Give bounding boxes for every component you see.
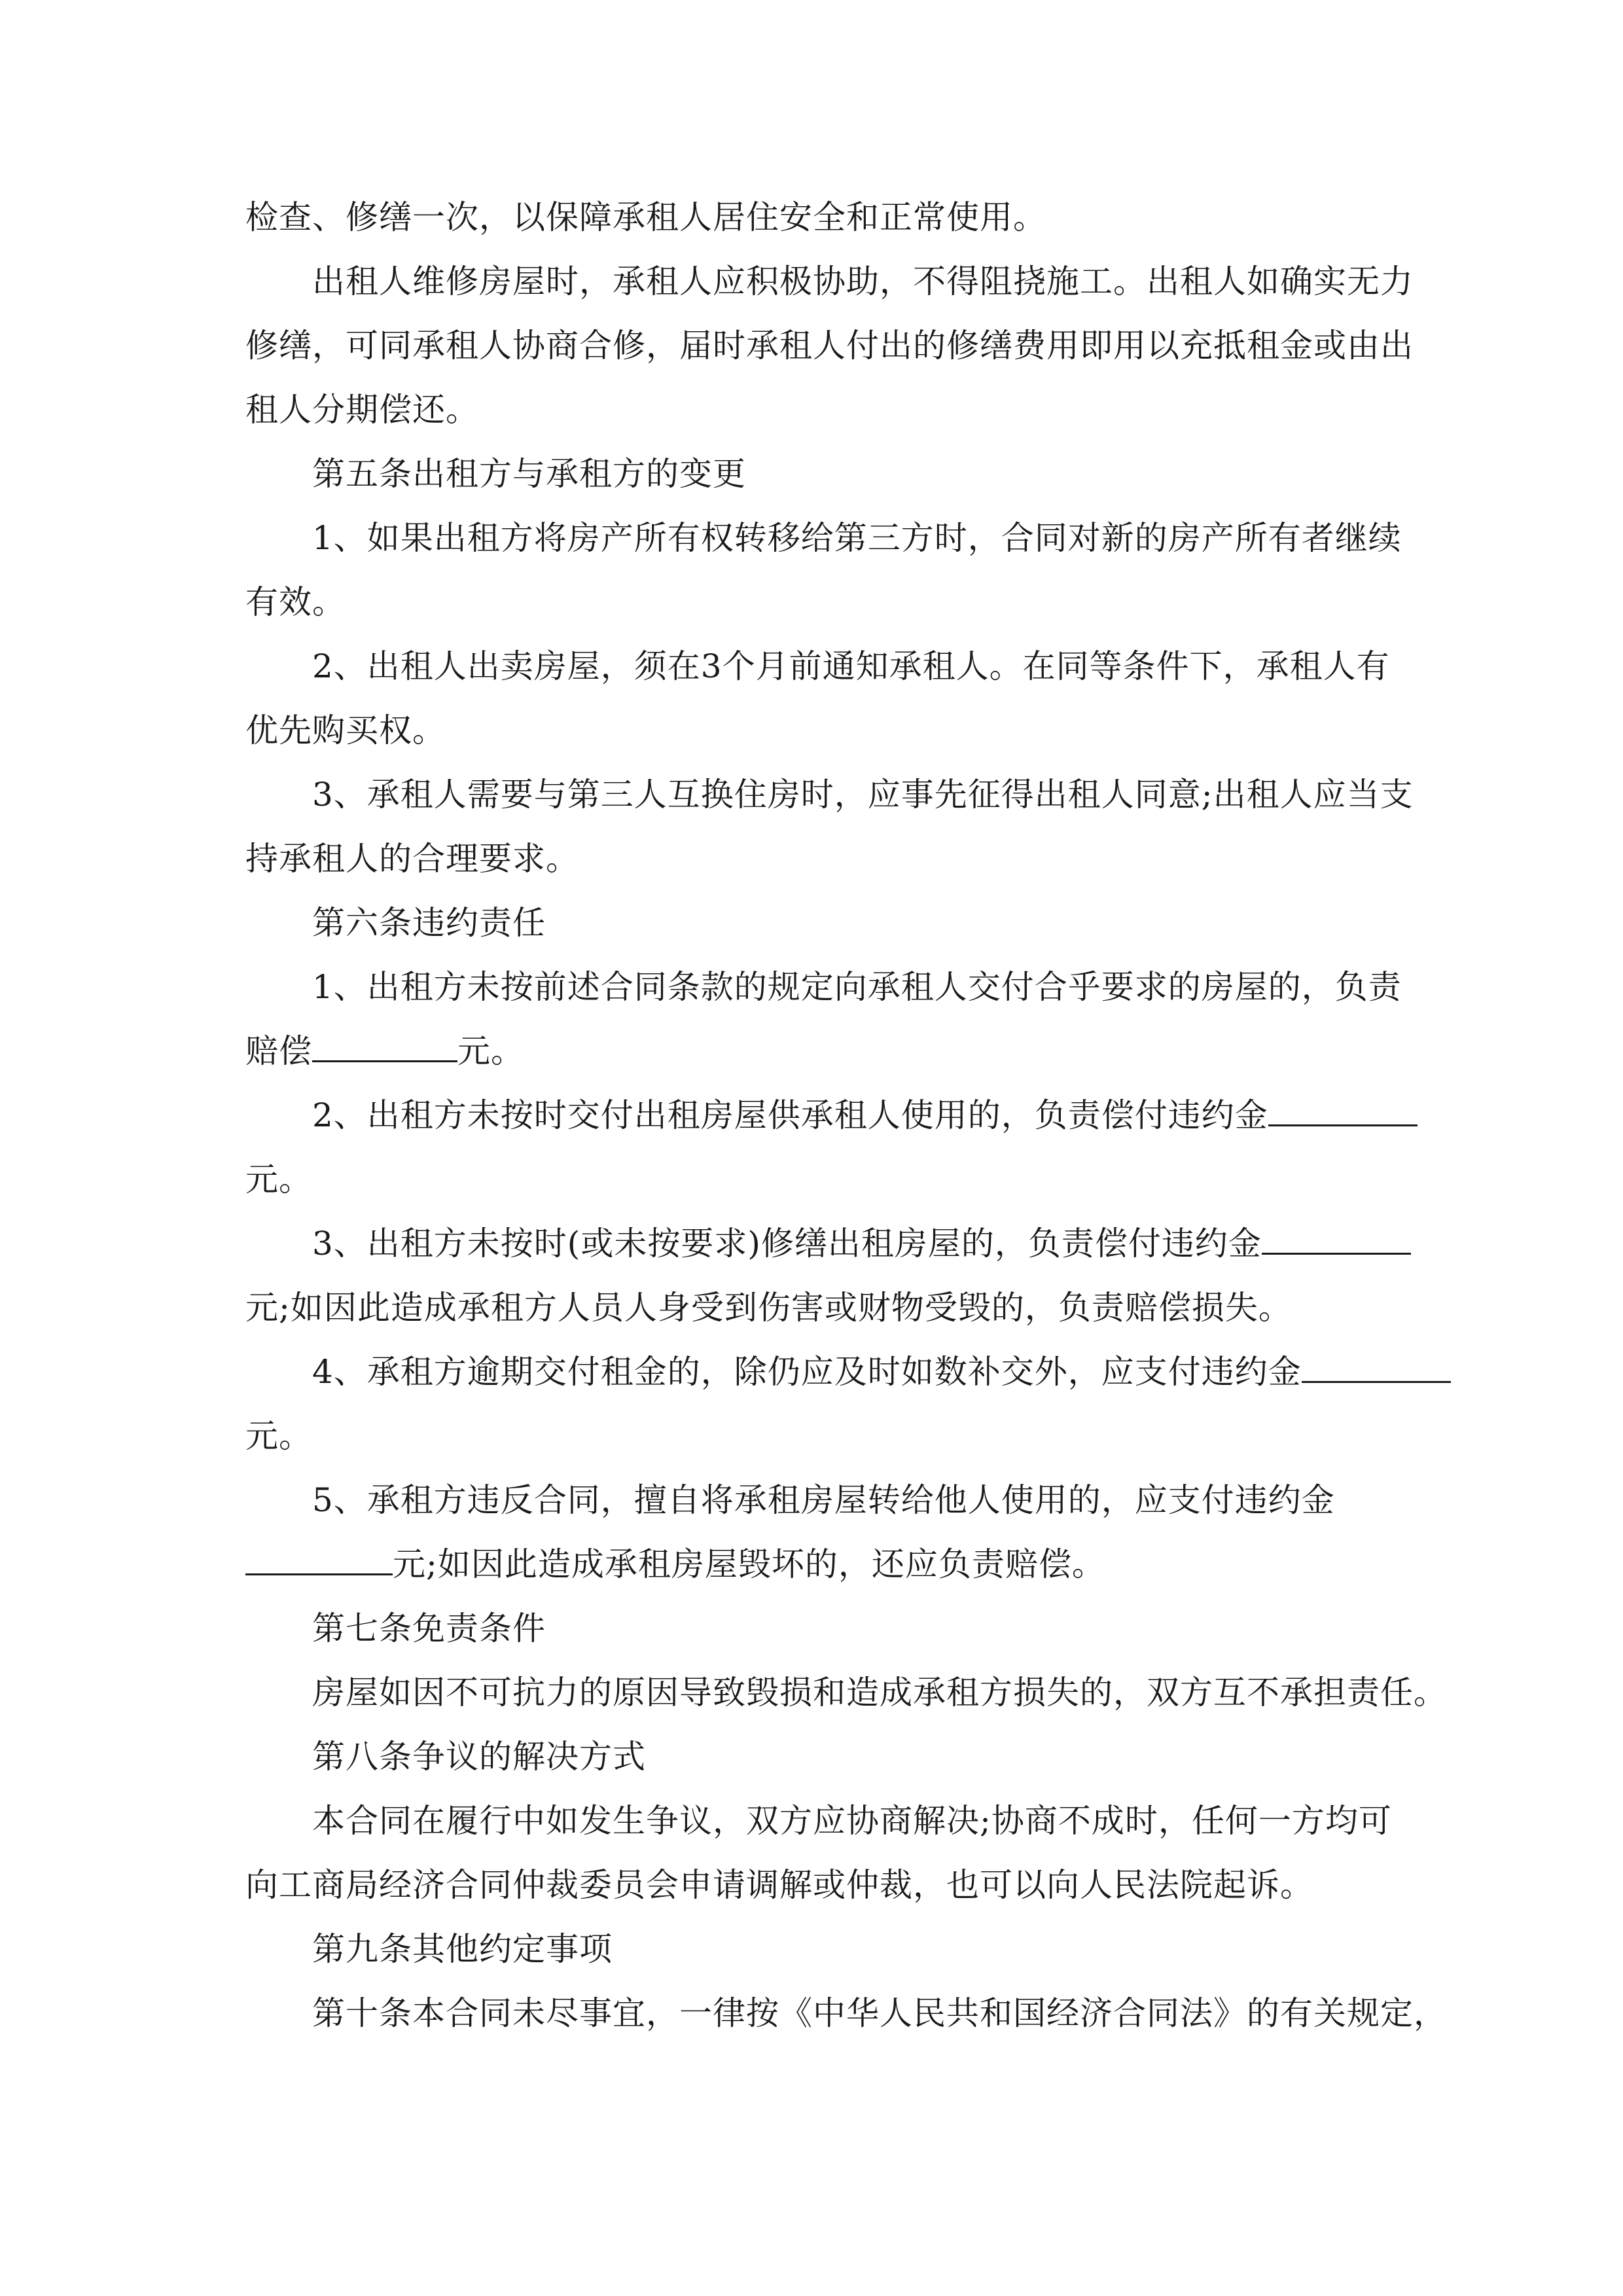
line-text: 3、承租人需要与第三人互换住房时，应事先征得出租人同意;出租人应当支 <box>312 776 1414 814</box>
line-text: 有效。 <box>245 583 346 621</box>
fill-in-blank <box>1262 1224 1411 1255</box>
text-line-19 <box>312 1351 1451 1393</box>
fill-in-blank <box>1302 1352 1451 1383</box>
line-text: 第八条争议的解决方式 <box>312 1738 646 1776</box>
text-line-3 <box>245 325 1414 367</box>
line-text: 元。 <box>245 1160 312 1198</box>
text-line-16 <box>245 1158 312 1200</box>
line-text: 租人分期偿还。 <box>245 391 479 429</box>
text-line-24 <box>312 1672 1447 1713</box>
line-text: 出租人维修房屋时，承租人应积极协助，不得阻挠施工。出租人如确实无力 <box>312 262 1414 300</box>
line-text: 向工商局经济合同仲裁委员会申请调解或仲裁，也可以向人民法院起诉。 <box>245 1866 1313 1904</box>
line-text: 持承租人的合理要求。 <box>245 840 579 878</box>
line-text: 5、承租方违反合同，擅自将承租房屋转给他人使用的，应支付违约金 <box>312 1481 1335 1519</box>
text-line-22 <box>245 1543 1105 1585</box>
text-line-20 <box>245 1415 312 1457</box>
text-line-29 <box>312 1992 1447 2034</box>
text-line-21 <box>312 1479 1335 1521</box>
line-text: 房屋如因不可抗力的原因导致毁损和造成承租方损失的，双方互不承担责任。 <box>312 1674 1447 1712</box>
text-line-11 <box>245 838 579 880</box>
fill-in-blank <box>312 1031 457 1062</box>
text-line-4 <box>245 389 479 431</box>
line-text: 第九条其他约定事项 <box>312 1930 613 1968</box>
section-heading-9 <box>312 1928 613 1970</box>
text-line-13 <box>312 966 1402 1008</box>
text-line-6 <box>312 517 1402 559</box>
line-text: 第十条本合同未尽事宜，一律按《中华人民共和国经济合同法》的有关规定， <box>312 1994 1447 2032</box>
line-text: 修缮，可同承租人协商合修，届时承租人付出的修缮费用即用以充抵租金或由出 <box>245 327 1414 365</box>
text-line-17 <box>312 1223 1411 1265</box>
line-text: 2、出租人出卖房屋，须在3个月前通知承租人。在同等条件下，承租人有 <box>312 647 1390 685</box>
fill-in-blank <box>1268 1096 1418 1126</box>
line-text: 2、出租方未按时交付出租房屋供承租人使用的，负责偿付违约金 <box>312 1096 1268 1134</box>
text-line-26 <box>312 1800 1392 1842</box>
line-text: 3、出租方未按时(或未按要求)修缮出租房屋的，负责偿付违约金 <box>312 1225 1262 1263</box>
section-heading-6 <box>312 902 546 944</box>
text-line-2 <box>312 260 1414 302</box>
line-text: 优先购买权。 <box>245 711 446 749</box>
line-text: 检查、修缮一次，以保障承租人居住安全和正常使用。 <box>245 198 1046 236</box>
line-text: 赔偿 <box>245 1032 312 1070</box>
text-line-18 <box>245 1287 1292 1329</box>
text-line-15 <box>312 1094 1418 1136</box>
line-text: 元;如因此造成承租方人员人身受到伤害或财物受毁的，负责赔偿损失。 <box>245 1289 1292 1327</box>
line-text: 1、如果出租方将房产所有权转移给第三方时，合同对新的房产所有者继续 <box>312 519 1402 557</box>
line-text: 第七条免责条件 <box>312 1609 546 1647</box>
line-text: 本合同在履行中如发生争议，双方应协商解决;协商不成时，任何一方均可 <box>312 1802 1392 1840</box>
text-line-7 <box>245 581 346 623</box>
line-text: 元。 <box>457 1032 524 1070</box>
text-line-8 <box>312 645 1390 687</box>
section-heading-5 <box>312 453 746 495</box>
line-text: 第六条违约责任 <box>312 904 546 942</box>
line-text: 元。 <box>245 1417 312 1455</box>
text-line-14 <box>245 1030 524 1072</box>
line-text: 元;如因此造成承租房屋毁坏的，还应负责赔偿。 <box>393 1545 1105 1583</box>
section-heading-7 <box>312 1607 546 1649</box>
text-line-10 <box>312 774 1414 816</box>
line-text: 1、出租方未按前述合同条款的规定向承租人交付合乎要求的房屋的，负责 <box>312 968 1402 1006</box>
section-heading-8 <box>312 1736 646 1778</box>
text-line-1 <box>245 196 1046 238</box>
line-text: 4、承租方逾期交付租金的，除仍应及时如数补交外，应支付违约金 <box>312 1353 1302 1391</box>
fill-in-blank <box>245 1545 393 1575</box>
text-line-9 <box>245 709 446 751</box>
line-text: 第五条出租方与承租方的变更 <box>312 455 746 493</box>
text-line-27 <box>245 1864 1313 1906</box>
